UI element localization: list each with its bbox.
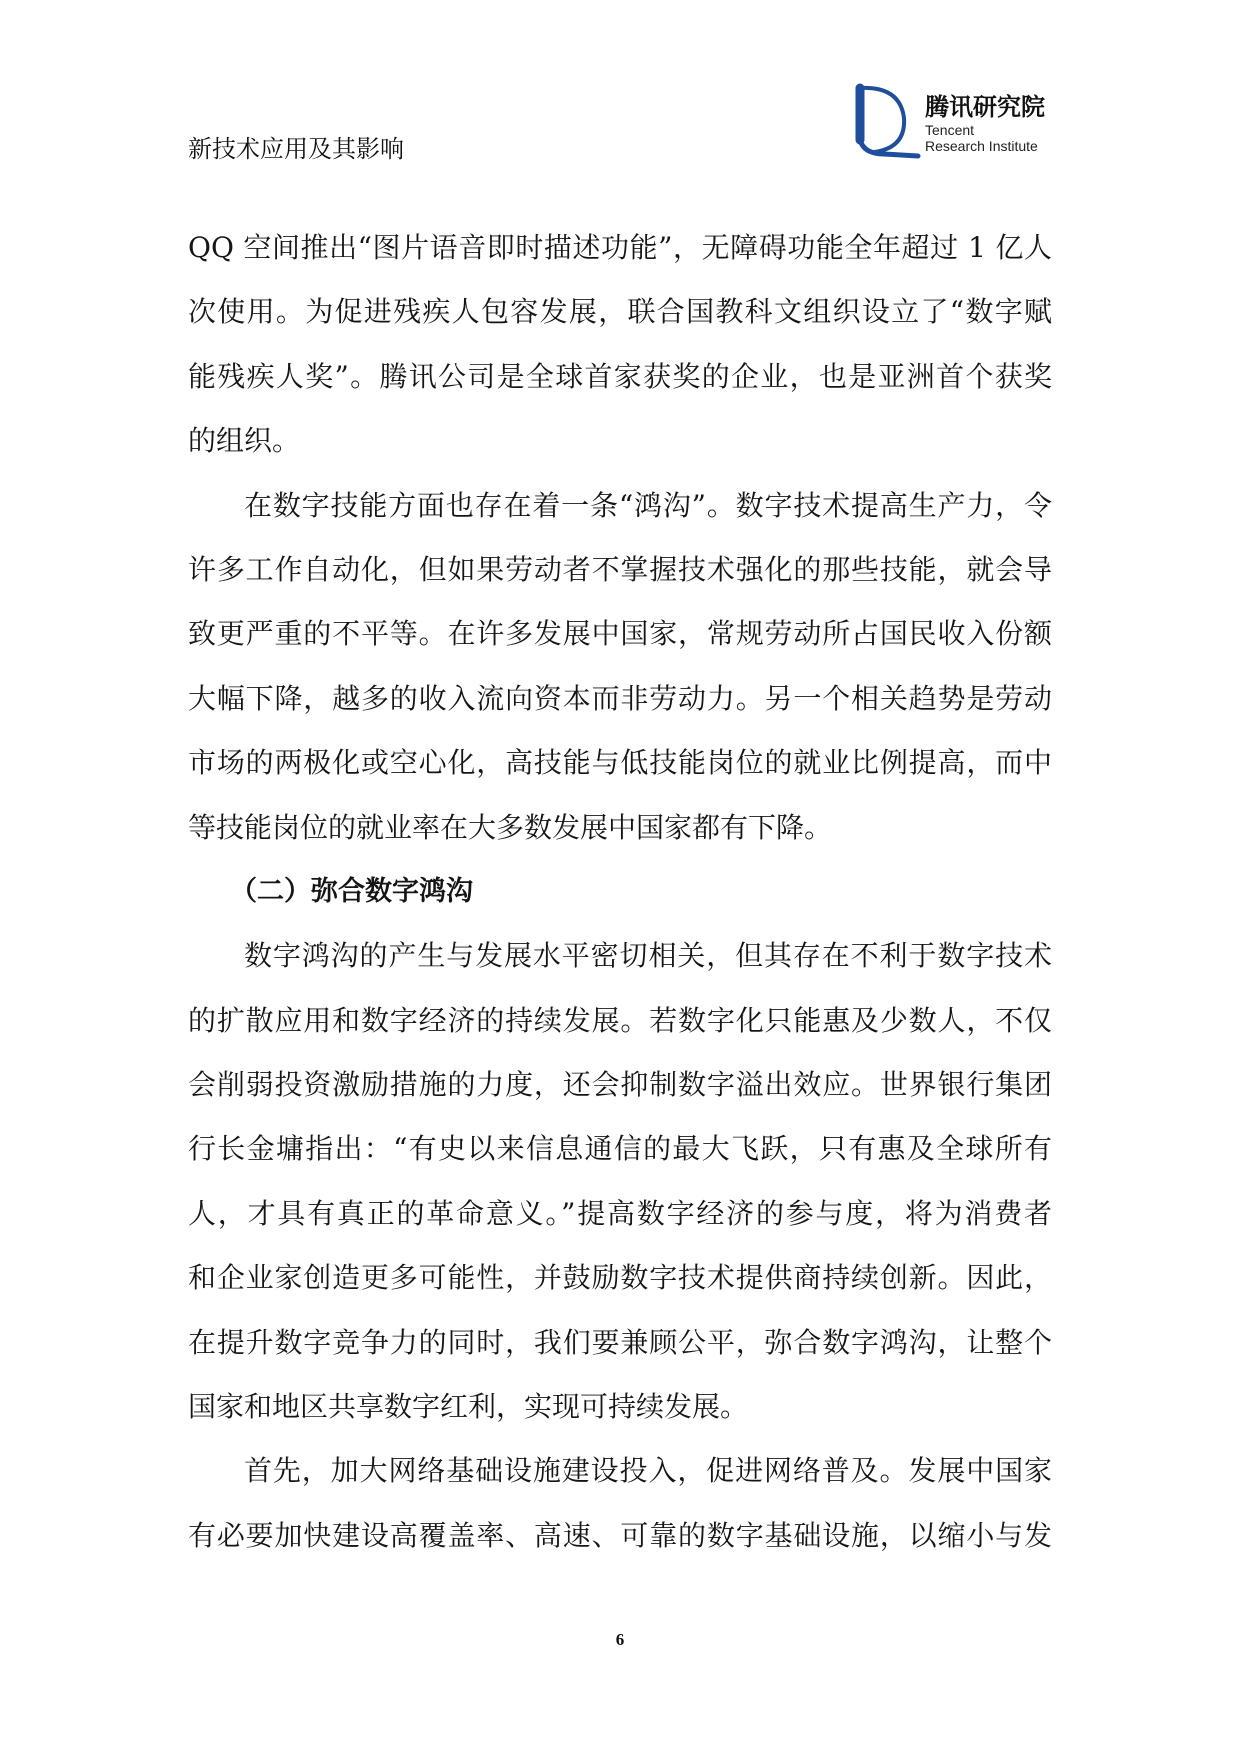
document-body [188, 216, 1052, 1568]
paragraph [188, 474, 1052, 860]
body-text-line: 次使用。为促进残疾人包容发展，联合国教科文组织设立了“数字赋 [188, 295, 1052, 329]
organization-name-en-line2: Research Institute [925, 138, 1038, 154]
body-text-line: 致更严重的不平等。在许多发展中国家，常规劳动所占国民收入份额 [188, 617, 1052, 651]
body-text-line: 国家和地区共享数字红利，实现可持续发展。 [188, 1390, 749, 1424]
document-running-title: 新技术应用及其影响 [188, 135, 404, 163]
body-text-line: 人，才具有真正的革命意义。”提高数字经济的参与度，将为消费者 [188, 1196, 1052, 1230]
body-text-line: 市场的两极化或空心化，高技能与低技能岗位的就业比例提高，而中 [188, 746, 1052, 780]
paragraph [188, 924, 1052, 1439]
body-text-line: 行长金墉指出：“有史以来信息通信的最大飞跃，只有惠及全球所有 [188, 1132, 1052, 1166]
body-text-line: 在提升数字竞争力的同时，我们要兼顾公平，弥合数字鸿沟，让整个 [188, 1325, 1052, 1359]
paragraph [188, 216, 1052, 474]
organization-name-cn: 腾讯研究院 [925, 93, 1045, 121]
body-text-line: 数字鸿沟的产生与发展水平密切相关，但其存在不利于数字技术 [244, 939, 1052, 973]
body-text-line: 和企业家创造更多可能性，并鼓励数字技术提供商持续创新。因此， [188, 1261, 1052, 1295]
body-text-line: 大幅下降，越多的收入流向资本而非劳动力。另一个相关趋势是劳动 [188, 681, 1052, 715]
organization-name-block [925, 92, 1065, 154]
body-text-line: 有必要加快建设高覆盖率、高速、可靠的数字基础设施，以缩小与发 [188, 1518, 1052, 1552]
body-text-line: 首先，加大网络基础设施建设投入，促进网络普及。发展中国家 [244, 1454, 1052, 1488]
paragraph [188, 1439, 1052, 1568]
body-text-line: 的扩散应用和数字经济的持续发展。若数字化只能惠及少数人，不仅 [188, 1003, 1052, 1037]
tencent-research-institute-logo-icon [850, 82, 922, 162]
body-text-line: QQ 空间推出“图片语音即时描述功能”，无障碍功能全年超过 1 亿人 [188, 231, 1052, 264]
body-text-line: 会削弱投资激励措施的力度，还会抑制数字溢出效应。世界银行集团 [188, 1068, 1052, 1102]
section-heading: （二）弥合数字鸿沟 [230, 875, 473, 907]
body-text-line: 的组织。 [188, 424, 301, 458]
body-text-line: 在数字技能方面也存在着一条“鸿沟”。数字技术提高生产力，令 [244, 488, 1052, 522]
body-text-line: 许多工作自动化，但如果劳动者不掌握技术强化的那些技能，就会导 [188, 552, 1052, 586]
organization-name-en-line1: Tencent [925, 122, 975, 138]
body-text-line: 能残疾人奖”。腾讯公司是全球首家获奖的企业，也是亚洲首个获奖 [188, 359, 1052, 393]
page-number: 6 [615, 1630, 625, 1649]
body-text-line: 等技能岗位的就业率在大多数发展中国家都有下降。 [188, 810, 833, 844]
